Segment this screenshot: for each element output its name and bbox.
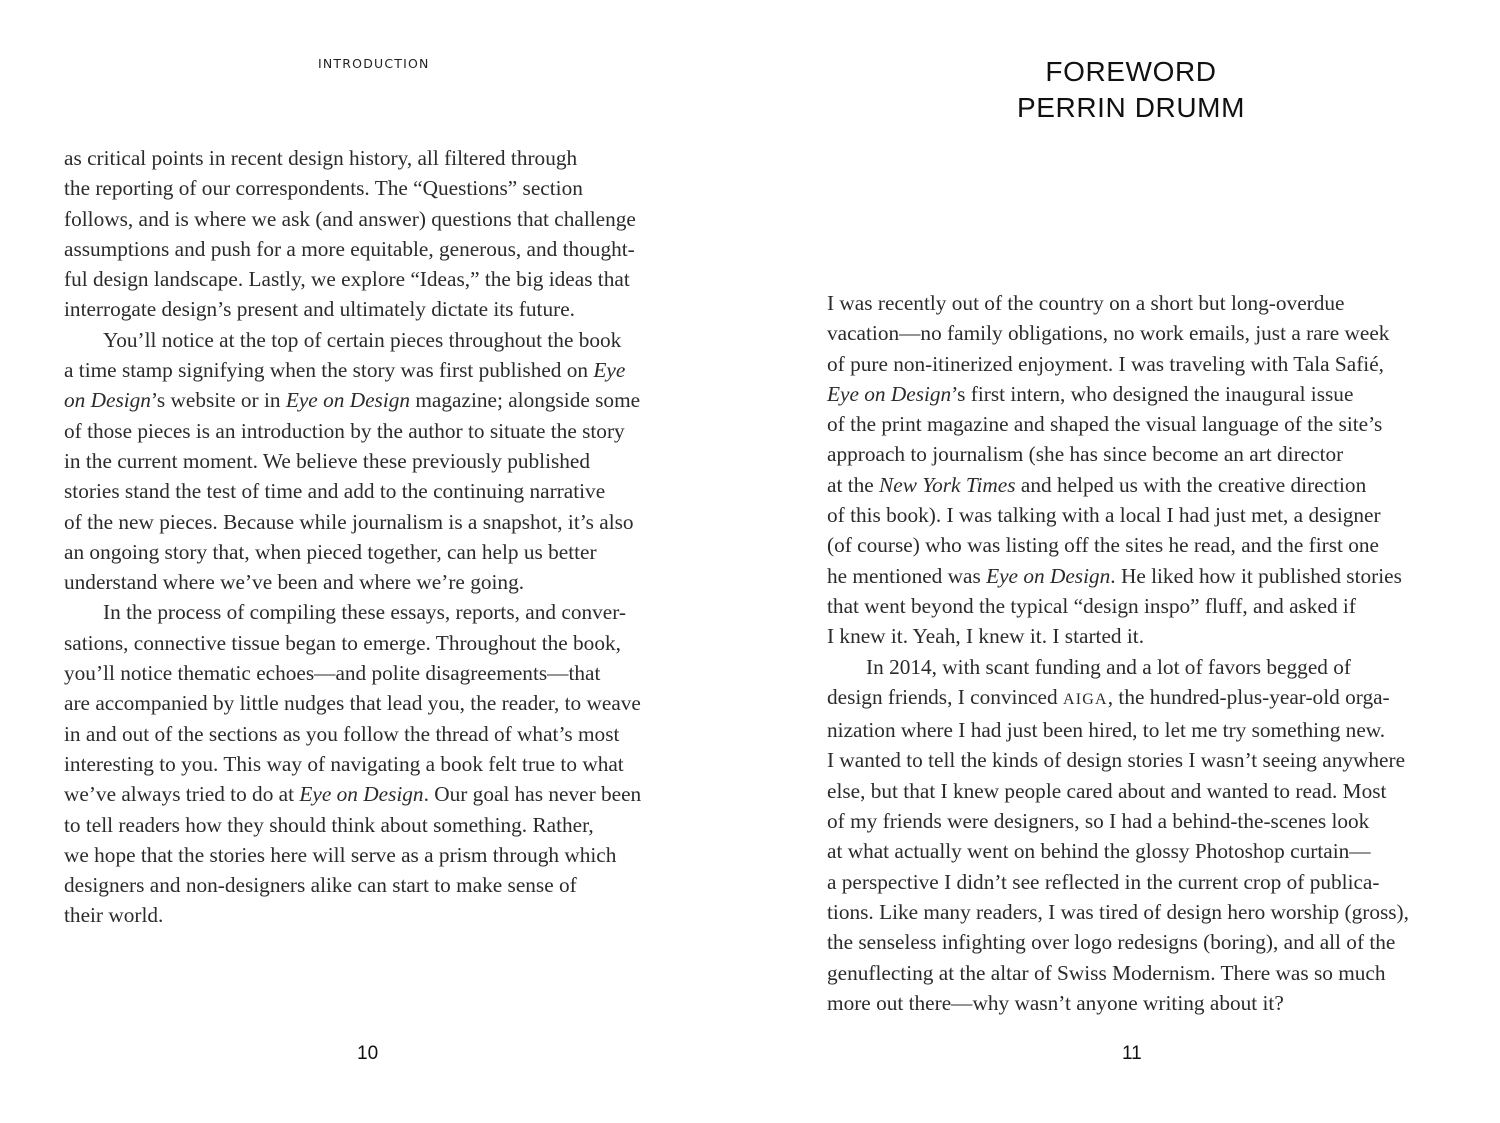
text-segment: nization where I had just been hired, to let me try something new. <box>827 718 1386 743</box>
text-line <box>64 385 641 415</box>
text-line <box>64 507 641 537</box>
text-line <box>64 264 641 294</box>
text-segment: at what actually went on behind the glossy Photoshop curtain— <box>827 839 1371 864</box>
text-segment: (of course) who was listing off the sites he read, and the first one <box>827 533 1379 558</box>
text-segment: In 2014, with scant funding and a lot of favors begged of <box>866 654 1351 679</box>
text-line <box>827 409 1409 439</box>
text-segment: of those pieces is an introduction by the author to situate the story <box>64 418 625 443</box>
text-line <box>827 621 1409 651</box>
text-segment: their world. <box>64 903 164 928</box>
italic-text: Eye on Design <box>285 388 411 413</box>
italic-text: Eye on Design <box>827 381 952 406</box>
text-segment: You’ll notice at the top of certain pieces throughout the book <box>103 327 622 352</box>
text-segment: of my friends were designers, so I had a behind-the-scenes look <box>827 809 1370 834</box>
text-line <box>827 745 1409 775</box>
text-line <box>64 234 641 264</box>
left-body-text <box>64 143 641 931</box>
text-segment: I knew it. Yeah, I knew it. I started it. <box>827 624 1145 649</box>
text-segment: else, but that I knew people cared about and wanted to read. Most <box>827 778 1387 803</box>
text-line <box>827 500 1409 530</box>
text-line <box>64 658 641 688</box>
text-line <box>64 749 641 779</box>
text-segment: I was recently out of the country on a short but long-overdue <box>827 291 1345 315</box>
text-segment: , the hundred-plus-year-old orga- <box>1107 684 1390 709</box>
text-segment: tions. Like many readers, I was tired of design hero worship (gross), <box>827 899 1409 924</box>
text-line <box>64 810 641 840</box>
text-line <box>827 682 1409 715</box>
text-segment: an ongoing story that, when pieced together, can help us better <box>64 539 597 564</box>
text-line <box>827 806 1409 836</box>
text-line <box>64 476 641 506</box>
text-segment: understand where we’ve been and where we’re going. <box>64 570 525 595</box>
text-segment: are accompanied by little nudges that lead you, the reader, to weave <box>64 691 641 716</box>
text-line <box>64 779 641 809</box>
text-segment: interrogate design’s present and ultimately dictate its future. <box>64 297 575 322</box>
page-number-left: 10 <box>357 1043 379 1064</box>
text-line <box>827 288 1409 318</box>
text-line <box>64 325 641 355</box>
text-line <box>64 204 641 234</box>
text-line <box>64 355 641 385</box>
text-segment: assumptions and push for a more equitable, generous, and thought- <box>64 236 635 261</box>
chapter-title-line-1: FOREWORD <box>1045 56 1217 87</box>
text-segment: ful design landscape. Lastly, we explore “Ideas,” the big ideas that <box>64 267 630 292</box>
italic-text: Eye <box>593 358 626 383</box>
text-segment: approach to journalism (she has since become an art director <box>827 442 1344 467</box>
text-line <box>827 776 1409 806</box>
text-segment: we’ve always tried to do at <box>64 782 300 807</box>
text-segment: ’s website or in <box>150 388 286 413</box>
text-line <box>827 379 1409 409</box>
text-segment: at the <box>827 472 880 497</box>
text-line <box>827 349 1409 379</box>
text-line <box>64 900 641 930</box>
text-line <box>64 870 641 900</box>
italic-text: New York Times <box>879 472 1016 497</box>
text-line <box>827 470 1409 500</box>
text-line <box>827 652 1409 682</box>
text-segment: magazine; alongside some <box>410 388 641 413</box>
text-segment: in and out of the sections as you follow the thread of what’s most <box>64 721 620 746</box>
text-line <box>827 958 1409 988</box>
text-line <box>827 927 1409 957</box>
text-segment: to tell readers how they should think about something. Rather, <box>64 812 594 837</box>
text-line <box>64 173 641 203</box>
text-segment: of the new pieces. Because while journalism is a snapshot, it’s also <box>64 509 634 534</box>
text-line <box>827 836 1409 866</box>
text-line <box>827 988 1409 1018</box>
text-line <box>827 439 1409 469</box>
text-segment: I wanted to tell the kinds of design stories I wasn’t seeing anywhere <box>827 748 1406 773</box>
text-line <box>64 567 641 597</box>
text-segment: follows, and is where we ask (and answer) questions that challenge <box>64 206 636 231</box>
text-line <box>827 318 1409 348</box>
text-segment: the senseless infighting over logo redesigns (boring), and all of the <box>827 930 1396 955</box>
italic-text: Eye on Design <box>299 782 424 807</box>
text-segment: AIGA <box>1062 690 1108 708</box>
text-segment: stories stand the test of time and add to the continuing narrative <box>64 479 606 504</box>
text-segment: he mentioned was <box>827 563 987 588</box>
text-segment: In the process of compiling these essays, reports, and conver- <box>103 600 626 625</box>
text-segment: . Our goal has never been <box>423 782 642 807</box>
text-segment: you’ll notice thematic echoes—and polite disagreements—that <box>64 661 601 686</box>
text-line <box>64 597 641 627</box>
text-line <box>827 530 1409 560</box>
text-line <box>64 143 641 173</box>
text-segment: genuflecting at the altar of Swiss Modernism. There was so much <box>827 960 1386 985</box>
text-segment: sations, connective tissue began to emerge. Throughout the book, <box>64 630 621 655</box>
text-segment: of this book). I was talking with a local I had just met, a designer <box>827 503 1381 528</box>
text-segment: . He liked how it published stories <box>1110 563 1402 588</box>
text-line <box>827 591 1409 621</box>
right-page <box>750 0 1500 1123</box>
text-segment: a perspective I didn’t see reflected in the current crop of publica- <box>827 869 1380 894</box>
text-segment: a time stamp signifying when the story was first published on <box>64 358 594 383</box>
text-line <box>64 719 641 749</box>
text-segment: the reporting of our correspondents. The “Questions” section <box>64 176 583 201</box>
text-line <box>64 416 641 446</box>
text-segment: that went beyond the typical “design inspo” fluff, and asked if <box>827 593 1356 618</box>
text-segment: we hope that the stories here will serve as a prism through which <box>64 842 617 867</box>
text-line <box>64 537 641 567</box>
italic-text: on Design <box>64 388 151 413</box>
page-number-right: 11 <box>1122 1043 1142 1064</box>
text-segment: more out there—why wasn’t anyone writing about it? <box>827 990 1284 1015</box>
text-line <box>64 628 641 658</box>
chapter-title-line-2: PERRIN DRUMM <box>1016 92 1246 123</box>
text-segment: of the print magazine and shaped the visual language of the site’s <box>827 412 1383 437</box>
text-segment: of pure non-itinerized enjoyment. I was traveling with Tala Safié, <box>827 351 1384 376</box>
text-segment: design friends, I convinced <box>827 684 1063 709</box>
text-segment: in the current moment. We believe these previously published <box>64 448 591 473</box>
chapter-title <box>750 54 1500 126</box>
text-line <box>64 446 641 476</box>
text-line <box>827 867 1409 897</box>
text-line <box>827 715 1409 745</box>
text-line <box>64 840 641 870</box>
text-line <box>827 561 1409 591</box>
text-line <box>64 688 641 718</box>
text-line <box>64 294 641 324</box>
text-segment: ’s first intern, who designed the inaugural issue <box>951 381 1354 406</box>
text-segment: as critical points in recent design history, all filtered through <box>64 146 578 170</box>
text-segment: and helped us with the creative direction <box>1015 472 1367 497</box>
right-body-text <box>827 288 1409 1018</box>
text-segment: interesting to you. This way of navigating a book felt true to what <box>64 751 624 776</box>
text-segment: vacation—no family obligations, no work emails, just a rare week <box>827 321 1390 346</box>
text-segment: designers and non-designers alike can start to make sense of <box>64 873 577 898</box>
running-head: INTRODUCTION <box>318 56 430 71</box>
text-line <box>827 897 1409 927</box>
italic-text: Eye on Design <box>986 563 1111 588</box>
